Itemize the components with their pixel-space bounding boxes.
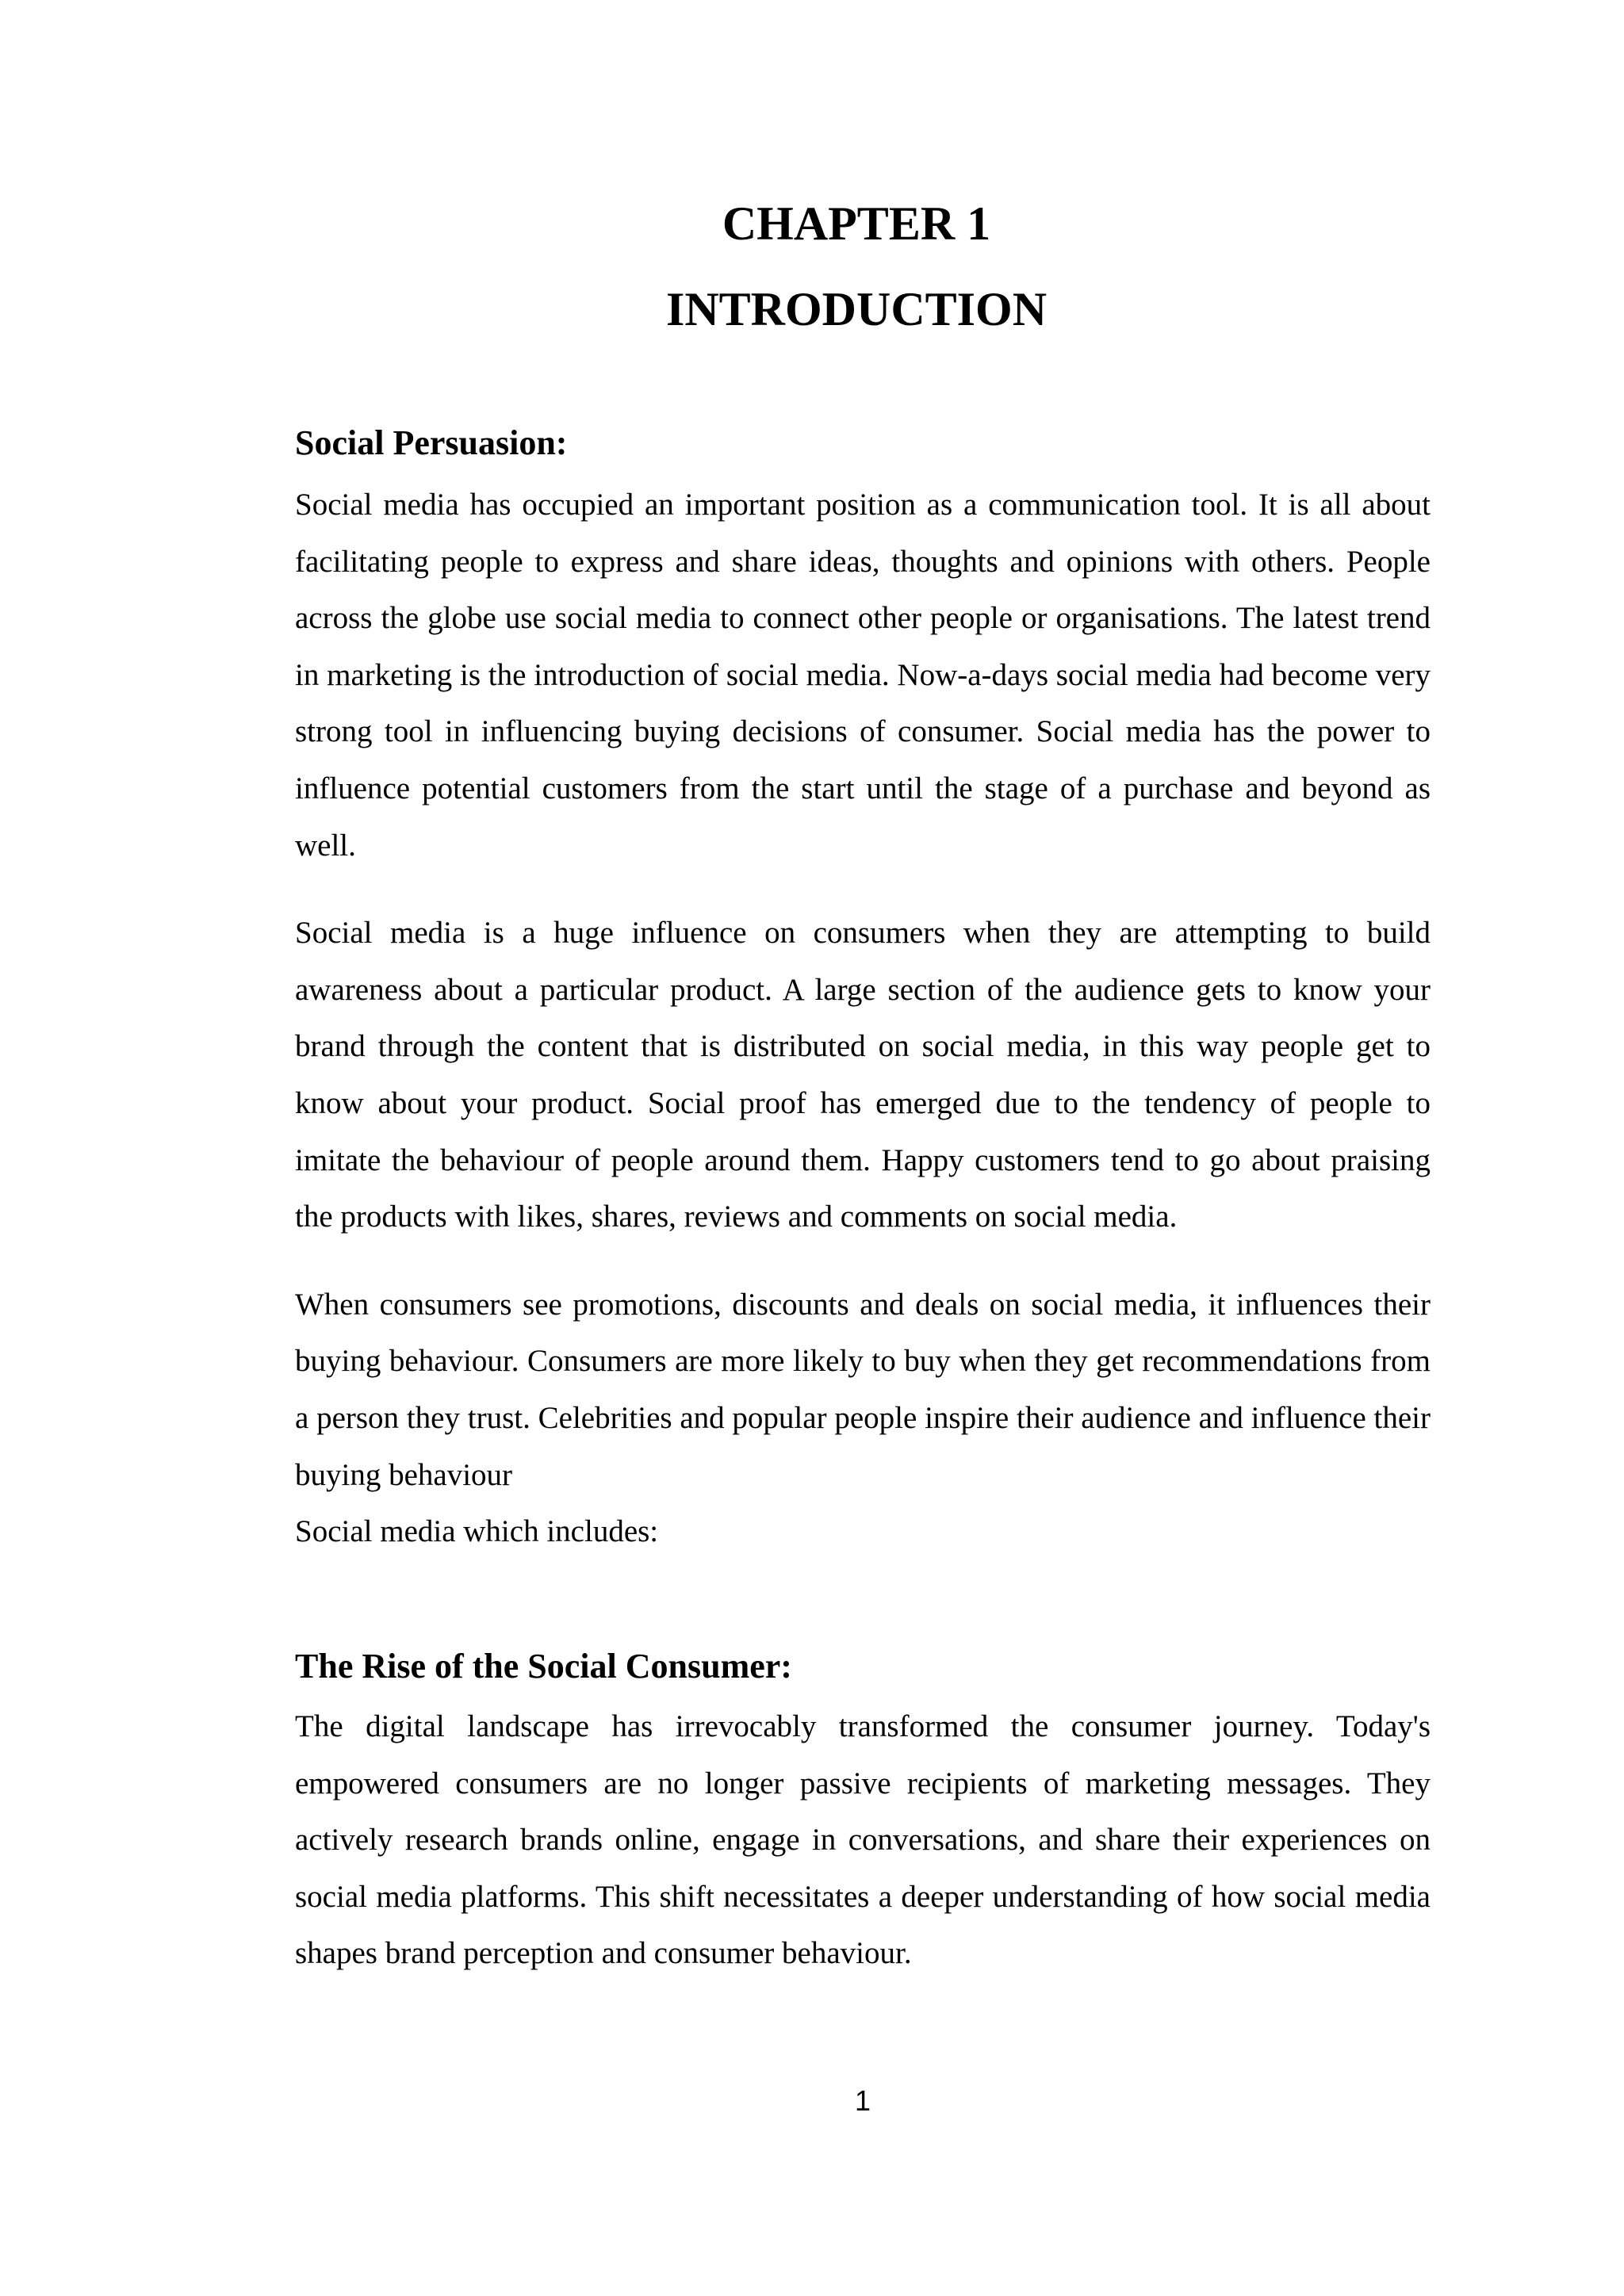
paragraph: Social media has occupied an important position as a communication tool. It is all about facilitating people to express and share ideas, thoughts and opinions with others. People across the globe use social media to connect other people or organisations. The latest trend in marketing is the introduction of social media. Now-a-days social media had become very strong tool in influencing buying decisions of consumer. Social media has the power to influence potential customers from the start until the stage of a purchase and beyond as well. (295, 488, 1431, 863)
paragraph: The digital landscape has irrevocably transformed the consumer journey. Today's empowered consumers are no longer passive recipients of marketing messages. They actively research brands online, engage in conversations, and share their experiences on social media platforms. This shift necessitates a deeper understanding of how social media shapes brand perception and consumer behaviour. (295, 1709, 1431, 1971)
paragraph: Social media is a huge influence on consumers when they are attempting to build awareness about a particular product. A large section of the audience gets to know your brand through the content that is distributed on social media, in this way people get to know about your product. Social proof has emerged due to the tendency of people to imitate the behaviour of people around them. Happy customers tend to go about praising the products with likes, shares, reviews and comments on social media. (295, 916, 1431, 1234)
chapter-number: CHAPTER 1 (722, 197, 991, 250)
section-heading: Social Persuasion: (295, 423, 568, 462)
page-number: 1 (854, 2084, 871, 2117)
section-heading: The Rise of the Social Consumer: (295, 1647, 792, 1686)
chapter-title: INTRODUCTION (665, 283, 1048, 335)
section-social-persuasion (295, 423, 1431, 1560)
paragraph: When consumers see promotions, discounts and deals on social media, it influences their buying behaviour. Consumers are more likely to buy when they get recommendations from a person they trust. Celebrities and popular people inspire their audience and influence their buying behaviour (295, 1287, 1431, 1492)
section-rise-of-social-consumer (295, 1646, 1431, 1982)
paragraph: Social media which includes: (295, 1514, 659, 1549)
